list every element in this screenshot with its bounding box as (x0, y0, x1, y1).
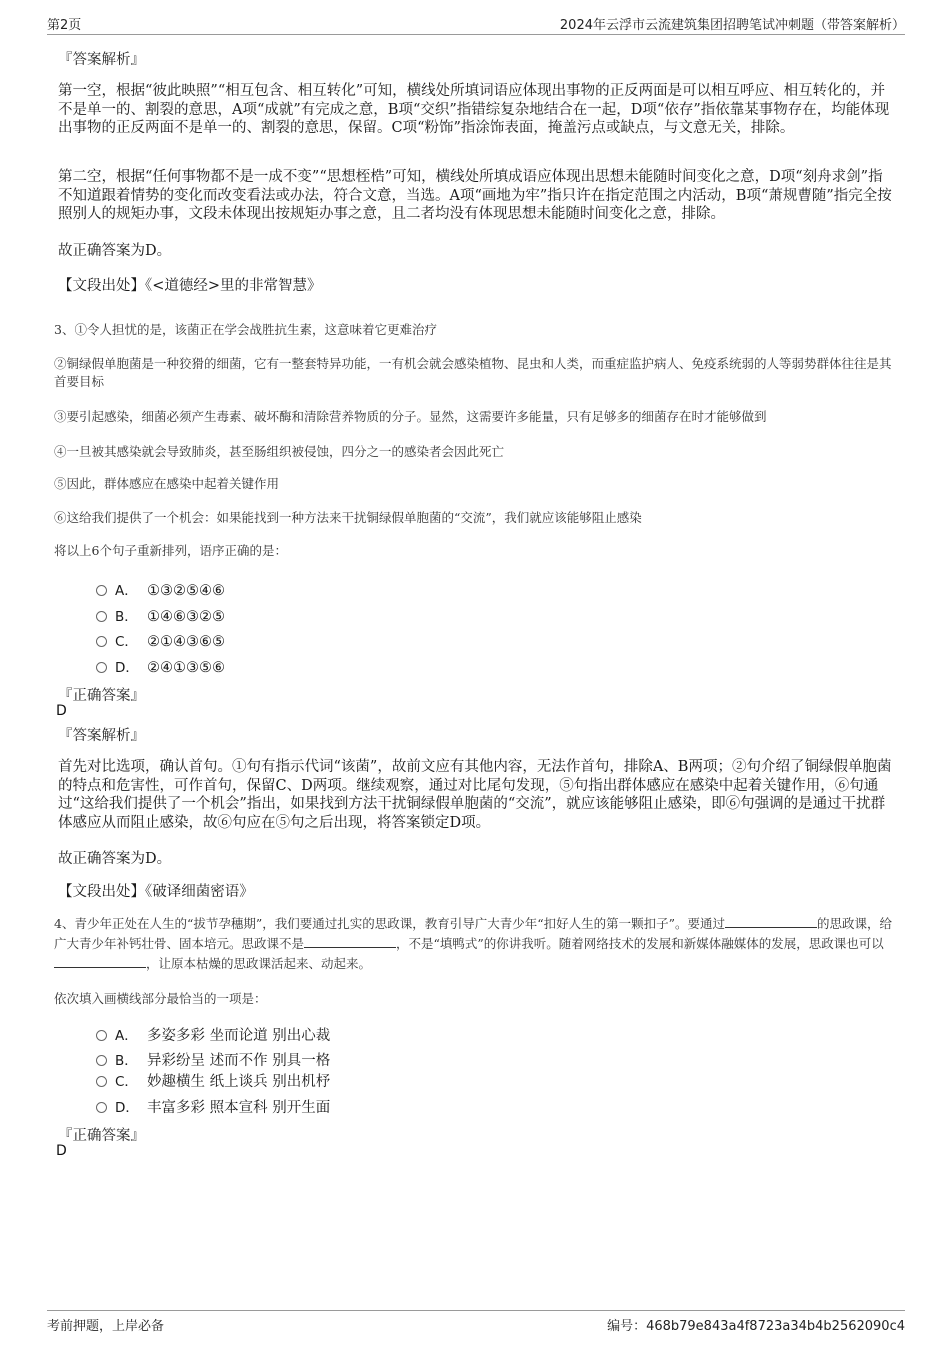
q3-option-c[interactable]: C． ②①④③⑥⑤ (96, 630, 225, 650)
radio-icon[interactable] (96, 611, 107, 622)
q3-analysis-heading: 『答案解析』 (58, 728, 145, 744)
q3-option-a[interactable]: A． ①③②⑤④⑥ (96, 579, 225, 599)
q3-sentence-4: ④一旦被其感染就会导致肺炎，甚至肠组织被侵蚀，四分之一的感染者会因此死亡 (54, 444, 505, 459)
q2-conclusion: 故正确答案为D。 (58, 243, 172, 259)
q3-analysis: 首先对比选项，确认首句。①句有指示代词“该菌”，故前文应有其他内容，无法作首句，排除A、B两项；②句介绍了铜绿假单胞菌的特点和危害性，可作首句，保留C、D两项。继续观察，通过对比尾句发现，⑤句指出群体感应在感染中起着关键作用，⑥句通过“这给我们提供了一个机会”指出，如果找到方法干扰铜绿假单胞菌的“交流”，就应该能够阻止感染，即⑥句强调的是通过干扰群体感应从而阻止感染，故⑥句应在⑤句之后出现，将答案锁定D项。 (58, 759, 892, 831)
q4-option-c[interactable]: C． 妙趣横生 纸上谈兵 别出机杼 (96, 1070, 330, 1090)
q3-sentence-5: ⑤因此，群体感应在感染中起着关键作用 (54, 476, 280, 491)
q3-sentence-2: ②铜绿假单胞菌是一种狡猾的细菌，它有一整套特异功能，一有机会就会感染植物、昆虫和人类，而重症监护病人、免疫系统弱的人等弱势群体往往是其首要目标 (54, 356, 892, 389)
page-number: 第2页 (47, 18, 82, 33)
radio-icon[interactable] (96, 636, 107, 647)
q4-option-a[interactable]: A． 多姿多彩 坐而论道 别出心裁 (96, 1024, 330, 1044)
fill-blank-2[interactable] (304, 935, 396, 948)
q3-option-d[interactable]: D． ②④①③⑤⑥ (96, 656, 225, 676)
q4-option-b[interactable]: B． 异彩纷呈 述而不作 别具一格 (96, 1049, 330, 1069)
fill-blank-3[interactable] (54, 955, 146, 968)
radio-icon[interactable] (96, 1076, 107, 1087)
fill-blank-1[interactable] (725, 915, 817, 928)
radio-icon[interactable] (96, 585, 107, 596)
q3-conclusion: 故正确答案为D。 (58, 851, 172, 867)
q3-sentence-6: ⑥这给我们提供了一个机会：如果能找到一种方法来干扰铜绿假单胞菌的“交流”，我们就应该能够阻止感染 (54, 510, 642, 525)
radio-icon[interactable] (96, 1030, 107, 1041)
q4-stem: 4、青少年正处在人生的“拔节孕穗期”，我们要通过扎实的思政课，教育引导广大青少年“扣好人生的第一颗扣子”。要通过 的思政课，给广大青少年补钙壮骨、固本培元。思政课不是 ，不是“填鸭式”的你讲我听。随着网络技术的发展和新媒体融媒体的发展，思政课也可以，让原本枯燥的思政课活起来、动起来。 (54, 916, 893, 971)
q4-option-d[interactable]: D． 丰富多彩 照本宣科 别开生面 (96, 1096, 330, 1116)
q3-prompt: 将以上6个句子重新排列，语序正确的是： (54, 543, 287, 558)
footer-slogan: 考前押题，上岸必备 (47, 1319, 165, 1334)
radio-icon[interactable] (96, 1055, 107, 1066)
document-title: 2024年云浮市云流建筑集团招聘笔试冲刺题（带答案解析） (559, 18, 905, 33)
radio-icon[interactable] (96, 662, 107, 673)
q3-sentence-3: ③要引起感染，细菌必须产生毒素、破坏酶和清除营养物质的分子。显然，这需要许多能量，只有足够多的细菌存在时才能够做到 (54, 409, 767, 424)
q4-prompt: 依次填入画横线部分最恰当的一项是： (54, 991, 267, 1006)
q3-correct-answer: D (56, 703, 67, 719)
radio-icon[interactable] (96, 1102, 107, 1113)
q3-option-b[interactable]: B． ①④⑥③②⑤ (96, 605, 225, 625)
q2-source: 【文段出处】《<道德经>里的非常智慧》 (58, 278, 322, 294)
q4-correct-answer: D (56, 1143, 67, 1159)
q2-analysis-heading: 『答案解析』 (58, 52, 145, 68)
page-footer (47, 1310, 905, 1333)
footer-serial: 编号：468b79e843a4f8723a34b4b2562090c4 (607, 1319, 905, 1334)
q3-correct-heading: 『正确答案』 (58, 688, 145, 704)
q2-analysis-para-1: 第一空，根据“彼此映照”“相互包含、相互转化”可知，横线处所填词语应体现出事物的正反两面是可以相互呼应、相互转化的，并不是单一的、割裂的意思，A项“成就”有完成之意，B项“交织”指错综复杂地结合在一起，D项“依存”指依靠某事物存在，均能体现出事物的正反两面不是单一的、割裂的意思，保留。C项“粉饰”指涂饰表面，掩盖污点或缺点，与文意无关，排除。 (58, 83, 890, 136)
q4-correct-heading: 『正确答案』 (58, 1128, 145, 1144)
q3-sentence-1: 3、①令人担忧的是，该菌正在学会战胜抗生素，这意味着它更难治疗 (54, 322, 437, 337)
page-header (47, 14, 905, 35)
q2-analysis-para-2: 第二空，根据“任何事物都不是一成不变”“思想桎梏”可知，横线处所填成语应体现出思想未能随时间变化之意，D项“刻舟求剑”指不知道跟着情势的变化而改变看法或办法，符合文意，当选。A项“画地为牢”指只许在指定范围之内活动，B项“萧规曹随”指完全按照别人的规矩办事，文段未体现出按规矩办事之意，且二者均没有体现思想未能随时间变化之意，排除。 (58, 169, 892, 222)
q3-source: 【文段出处】《破译细菌密语》 (58, 884, 254, 900)
